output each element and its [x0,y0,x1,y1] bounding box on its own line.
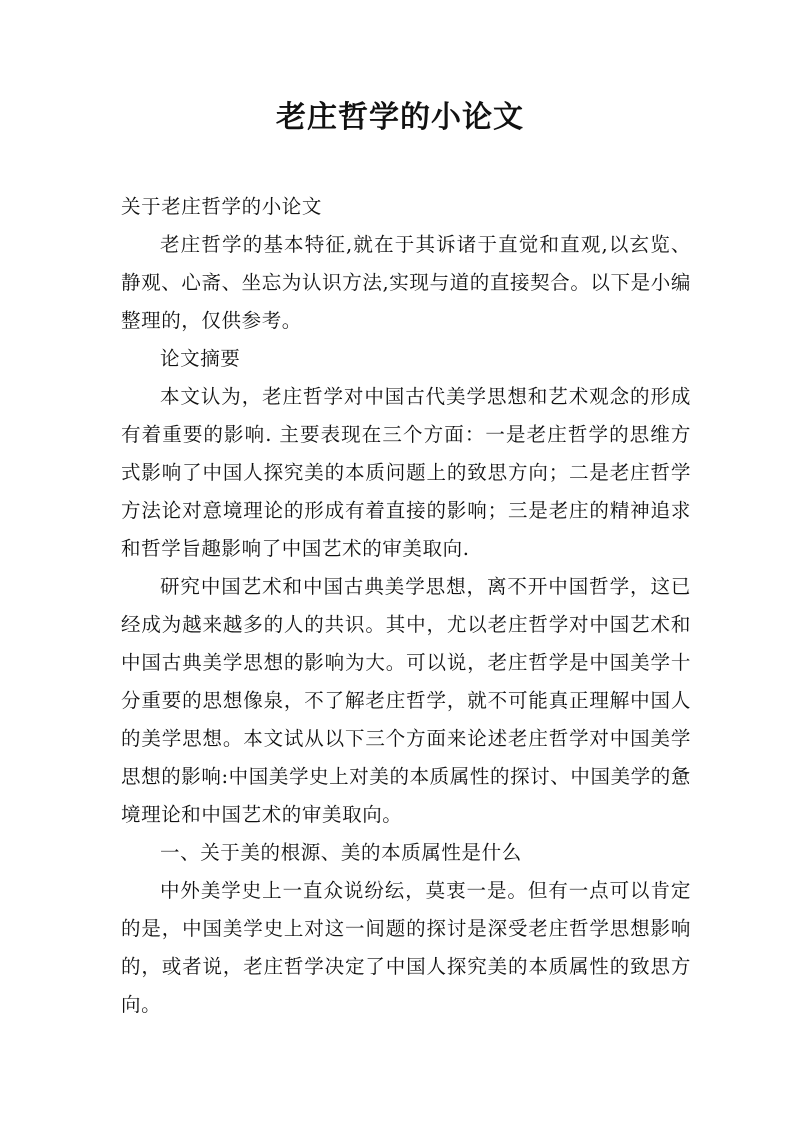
document-title: 老庄哲学的小论文 [276,100,524,135]
paragraph: 研究中国艺术和中国古典美学思想，离不开中国哲学，这已经成为越来越多的人的共识。其中，尤以老庄哲学对中国艺术和中国古典美学思想的影响为大。可以说，老庄哲学是中国美学十分重要的思想像泉，不了解老庄哲学，就不可能真正理解中国人的美学思想。本文试从以下三个方面来论述老庄哲学对中国美学思想的影响:中国美学史上对美的本质属性的探讨、中国美学的惫境理论和中国艺术的审美取向。 [121,575,691,826]
paragraph: 老庄哲学的基本特征,就在于其诉诸于直觉和直观,以玄览、静观、心斋、坐忘为认识方法,实现与道的直接契合。以下是小编整理的，仅供参考。 [121,233,691,332]
document-body [121,188,691,1024]
paragraph: 中外美学史上一直众说纷纭，莫衷一是。但有一点可以肯定的是，中国美学史上对这一间题的探讨是深受老庄哲学思想影响的，或者说，老庄哲学决定了中国人探究美的本质属性的致思方向。 [121,879,691,1016]
paragraph: 关于老庄哲学的小论文 [121,195,323,218]
section-heading: 论文摘要 [160,347,241,370]
paragraph: 本文认为，老庄哲学对中国古代美学思想和艺术观念的形成有着重要的影响. 主要表现在三个方面：一是老庄哲学的思维方式影响了中国人探究美的本质问题上的致思方向；二是老庄哲学方法论对意境理论的形成有着直接的影响；三是老庄的精神追求和哲学旨趣影响了中国艺术的审美取向. [121,385,691,560]
section-heading: 一、关于美的根源、美的本质属性是什么 [160,841,522,864]
